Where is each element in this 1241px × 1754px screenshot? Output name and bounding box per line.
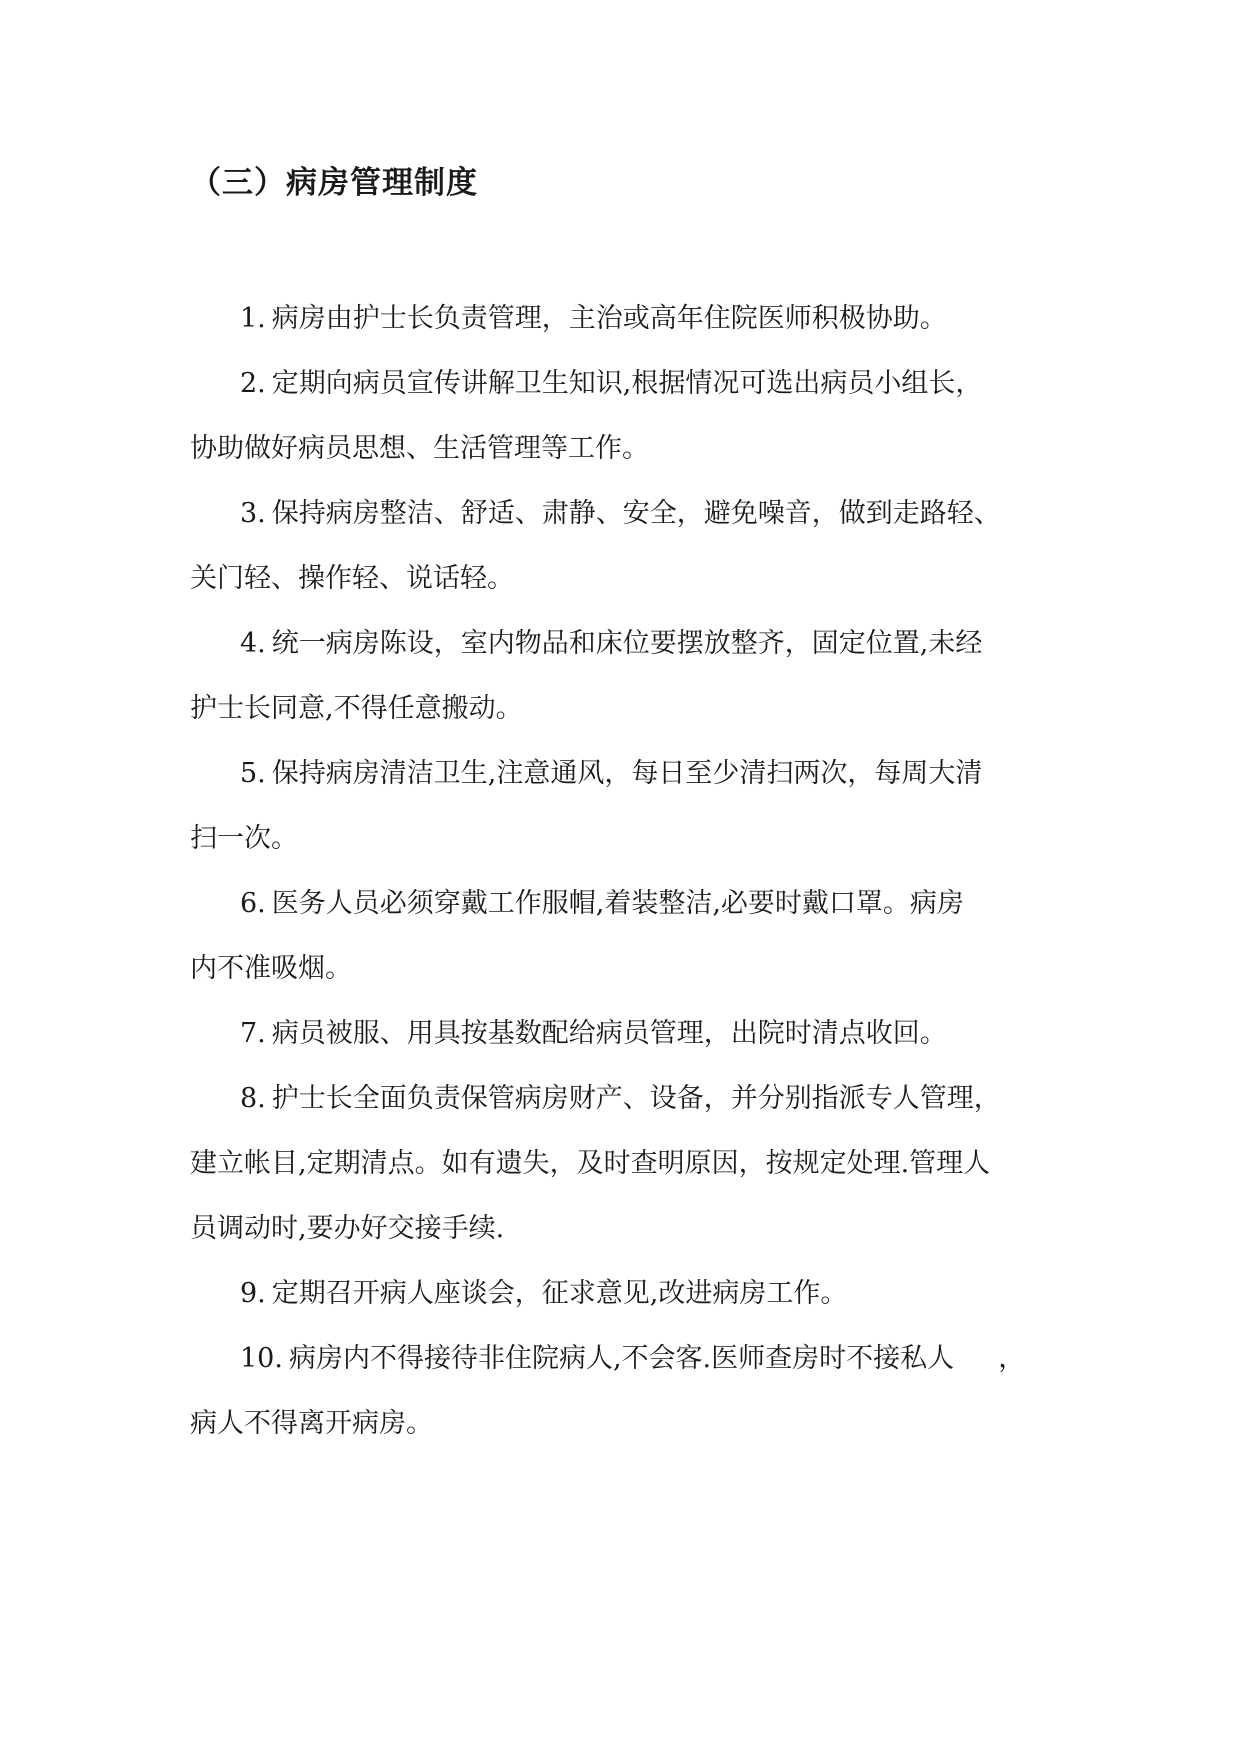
rule-paragraph-1: [190, 286, 1050, 351]
paragraph-line: [190, 351, 1050, 416]
paragraph-text: 保持病房整洁、舒适、肃静、安全，避免噪音，做到走路轻、: [271, 498, 1001, 529]
paragraph-number: 6.: [240, 888, 266, 919]
paragraph-line: [190, 286, 1050, 351]
paragraph-text: 统一病房陈设，室内物品和床位要摆放整齐，固定位置,未经: [271, 628, 983, 659]
paragraph-number: 5.: [240, 758, 266, 789]
paragraph-number: 1.: [240, 303, 266, 334]
paragraph-line: [190, 1326, 1050, 1391]
paragraph-line: [190, 1001, 1050, 1066]
paragraph-text: 保持病房清洁卫生,注意通风，每日至少清扫两次，每周大清: [271, 758, 983, 789]
paragraph-number: 7.: [240, 1018, 266, 1049]
paragraph-number: 10.: [240, 1343, 283, 1374]
paragraph-line: 扫一次。: [190, 823, 298, 854]
paragraph-line: 建立帐目,定期清点。如有遗失，及时查明原因，按规定处理.管理人: [190, 1148, 991, 1179]
paragraph-line: [190, 1261, 1050, 1326]
paragraph-line: 关门轻、操作轻、说话轻。: [190, 563, 514, 594]
paragraph-number: 3.: [240, 498, 266, 529]
paragraph-line: 员调动时,要办好交接手续.: [190, 1213, 505, 1244]
paragraph-text: 病员被服、用具按基数配给病员管理，出院时清点收回。: [271, 1018, 947, 1049]
paragraph-text: 病房内不得接待非住院病人,不会客.医师查房时不接私人 ，: [288, 1343, 1026, 1374]
rule-paragraph-6: [190, 871, 1050, 1001]
rule-paragraph-9: [190, 1261, 1050, 1326]
rule-paragraph-3: [190, 481, 1050, 611]
paragraph-text: 定期向病员宣传讲解卫生知识,根据情况可选出病员小组长，: [271, 368, 983, 399]
paragraph-line: [190, 481, 1050, 546]
document-body: [190, 286, 1050, 1456]
paragraph-line: [190, 741, 1050, 806]
document-title: （三）病房管理制度: [190, 165, 478, 201]
paragraph-number: 4.: [240, 628, 266, 659]
paragraph-line: 病人不得离开病房。: [190, 1408, 433, 1439]
paragraph-line: 护士长同意,不得任意搬动。: [190, 693, 523, 724]
paragraph-text: 定期召开病人座谈会，征求意见,改进病房工作。: [271, 1278, 848, 1309]
paragraph-line: [190, 611, 1050, 676]
paragraph-text: 护士长全面负责保管病房财产、设备，并分别指派专人管理，: [271, 1083, 1001, 1114]
paragraph-line: 内不准吸烟。: [190, 953, 352, 984]
paragraph-number: 8.: [240, 1083, 266, 1114]
paragraph-number: 9.: [240, 1278, 266, 1309]
paragraph-number: 2.: [240, 368, 266, 399]
rule-paragraph-8: [190, 1066, 1050, 1261]
paragraph-line: 协助做好病员思想、生活管理等工作。: [190, 433, 649, 464]
rule-paragraph-4: [190, 611, 1050, 741]
paragraph-line: [190, 1066, 1050, 1131]
rule-paragraph-5: [190, 741, 1050, 871]
paragraph-text: 病房由护士长负责管理，主治或高年住院医师积极协助。: [271, 303, 947, 334]
rule-paragraph-7: [190, 1001, 1050, 1066]
paragraph-text: 医务人员必须穿戴工作服帽,着装整洁,必要时戴口罩。病房: [271, 888, 964, 919]
rule-paragraph-2: [190, 351, 1050, 481]
paragraph-line: [190, 871, 1050, 936]
rule-paragraph-10: [190, 1326, 1050, 1456]
